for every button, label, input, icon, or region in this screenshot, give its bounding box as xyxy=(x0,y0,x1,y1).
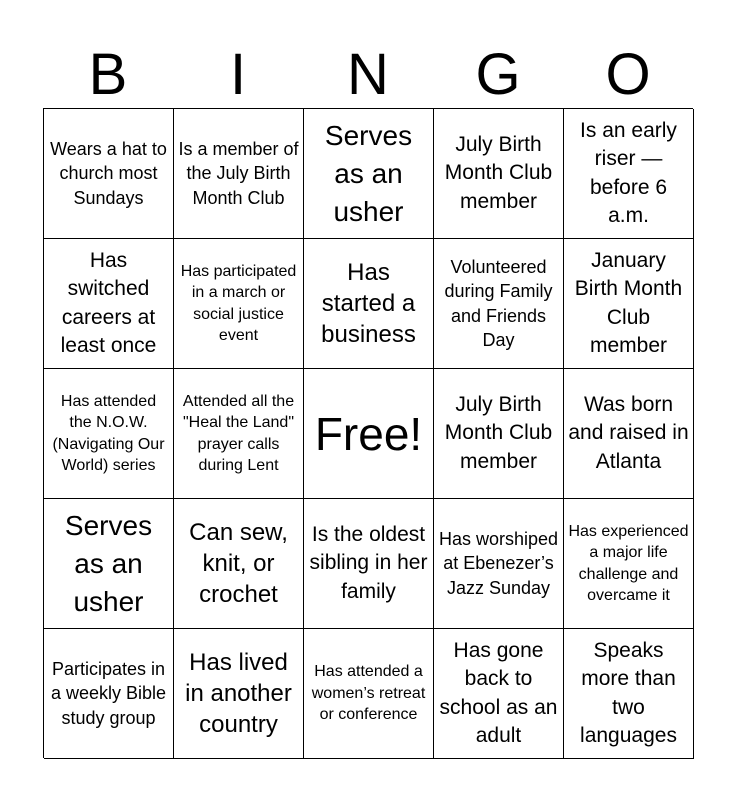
cell-text: Is a member of the July Birth Month Club xyxy=(178,138,299,208)
cell-text: Has attended the N.O.W. (Navigating Our World) series xyxy=(52,392,165,474)
bingo-cell[interactable] xyxy=(174,239,304,369)
bingo-cell[interactable] xyxy=(434,109,564,239)
cell-text: Speaks more than two languages xyxy=(580,638,677,747)
header-letter-o: O xyxy=(605,42,651,107)
cell-text: Has gone back to school as an adult xyxy=(439,638,558,747)
cell-text: Has worshiped at Ebenezer’s Jazz Sunday xyxy=(438,528,559,598)
bingo-cell[interactable] xyxy=(44,239,174,369)
bingo-header xyxy=(43,42,693,108)
bingo-cell[interactable] xyxy=(434,369,564,499)
cell-text: Has participated in a march or social justice event xyxy=(180,262,297,344)
bingo-cell[interactable] xyxy=(564,369,694,499)
bingo-board xyxy=(43,108,693,758)
cell-text: Has attended a women’s retreat or conference xyxy=(311,663,426,724)
bingo-cell[interactable] xyxy=(44,369,174,499)
cell-text: Can sew, knit, or crochet xyxy=(189,519,288,608)
bingo-cell[interactable] xyxy=(174,499,304,629)
cell-text: Attended all the "Heal the Land" prayer calls during Lent xyxy=(182,392,295,474)
bingo-cell[interactable] xyxy=(304,109,434,239)
cell-text: Serves as an usher xyxy=(324,119,413,227)
bingo-cell[interactable] xyxy=(174,109,304,239)
cell-text: Participates in a weekly Bible study group xyxy=(50,658,167,728)
header-letter-g: G xyxy=(475,42,521,107)
cell-text: Is the oldest sibling in her family xyxy=(309,522,428,603)
bingo-cell[interactable] xyxy=(564,499,694,629)
header-letter-b: B xyxy=(88,42,128,107)
cell-text: Has lived in another country xyxy=(185,649,292,738)
bingo-cell[interactable] xyxy=(44,499,174,629)
cell-text: January Birth Month Club member xyxy=(574,248,683,357)
bingo-cell[interactable] xyxy=(44,629,174,759)
cell-text: Wears a hat to church most Sundays xyxy=(50,138,167,208)
bingo-cell[interactable] xyxy=(564,629,694,759)
bingo-cell[interactable] xyxy=(44,109,174,239)
cell-text: Has experienced a major life challenge and overcame it xyxy=(568,522,689,604)
free-space[interactable] xyxy=(304,369,434,499)
bingo-cell[interactable] xyxy=(434,499,564,629)
cell-text: Was born and raised in Atlanta xyxy=(568,392,689,473)
bingo-cell[interactable] xyxy=(174,369,304,499)
bingo-cell[interactable] xyxy=(304,239,434,369)
cell-text: July Birth Month Club member xyxy=(444,392,553,473)
bingo-cell[interactable] xyxy=(304,629,434,759)
cell-text: July Birth Month Club member xyxy=(444,132,553,213)
cell-text: Is an early riser — before 6 a.m. xyxy=(580,118,677,227)
cell-text: Has switched careers at least once xyxy=(60,248,157,357)
free-space-text: Free! xyxy=(314,407,423,460)
bingo-cell[interactable] xyxy=(434,239,564,369)
bingo-cell[interactable] xyxy=(564,239,694,369)
bingo-cell[interactable] xyxy=(564,109,694,239)
bingo-cell[interactable] xyxy=(434,629,564,759)
cell-text: Volunteered during Family and Friends Day xyxy=(444,256,553,350)
header-letter-i: I xyxy=(229,42,247,107)
header-letter-n: N xyxy=(347,42,389,107)
cell-text: Serves as an usher xyxy=(64,509,153,617)
bingo-cell[interactable] xyxy=(174,629,304,759)
bingo-cell[interactable] xyxy=(304,499,434,629)
cell-text: Has started a business xyxy=(321,259,416,348)
